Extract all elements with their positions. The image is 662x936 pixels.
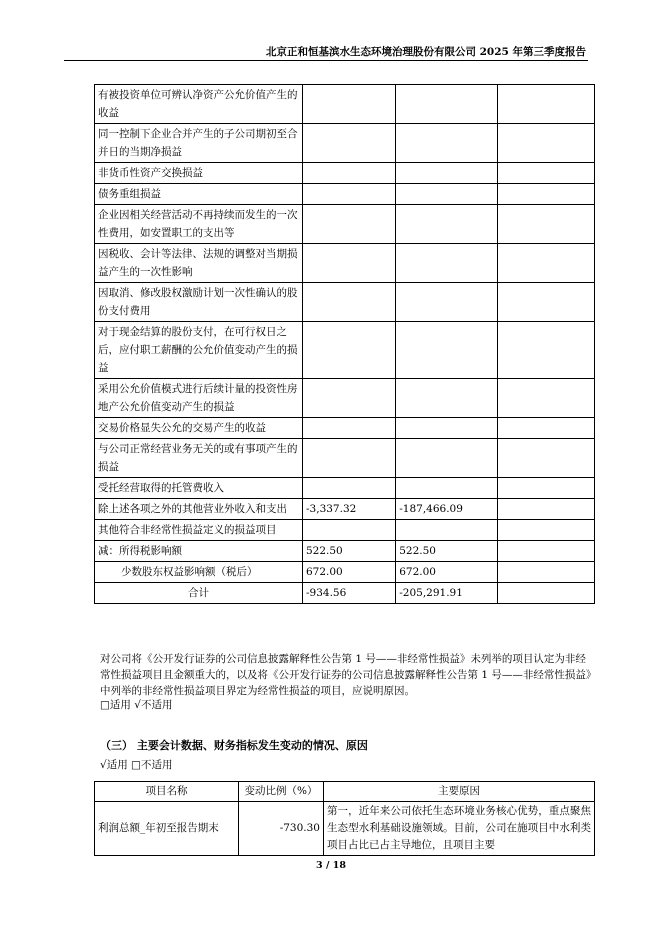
value-cell-1 bbox=[303, 283, 396, 322]
value-cell-1: 672.00 bbox=[303, 562, 396, 583]
value-cell-2 bbox=[396, 205, 498, 244]
table-row bbox=[95, 541, 595, 562]
item-cell: 减：所得税影响额 bbox=[95, 541, 303, 562]
table-row bbox=[95, 499, 595, 520]
header-cell-ratio: 变动比例（%） bbox=[239, 782, 324, 802]
value-cell-3 bbox=[497, 379, 594, 418]
item-cell: 其他符合非经常性损益定义的损益项目 bbox=[95, 520, 303, 541]
value-cell-1 bbox=[303, 184, 396, 205]
value-cell-1 bbox=[303, 244, 396, 283]
table-row bbox=[95, 562, 595, 583]
value-cell-3 bbox=[497, 499, 594, 520]
item-cell: 对于现金结算的股份支付，在可行权日之后，应付职工薪酬的公允价值变动产生的损益 bbox=[95, 322, 303, 379]
page-header: 北京正和恒基滨水生态环境治理股份有限公司 2025 年第三季度报告 bbox=[265, 46, 586, 58]
change-reasons-table bbox=[94, 781, 595, 856]
value-cell-1: -3,337.32 bbox=[303, 499, 396, 520]
table-row bbox=[95, 520, 595, 541]
table-row bbox=[95, 802, 595, 856]
value-cell-3 bbox=[497, 283, 594, 322]
value-cell-2 bbox=[396, 85, 498, 124]
non-recurring-items-table bbox=[94, 84, 595, 604]
value-cell-3 bbox=[497, 124, 594, 163]
table-row bbox=[95, 322, 595, 379]
value-cell-2: 672.00 bbox=[396, 562, 498, 583]
item-name-cell: 利润总额_年初至报告期末 bbox=[95, 802, 239, 856]
value-cell-2 bbox=[396, 418, 498, 439]
value-cell-3 bbox=[497, 418, 594, 439]
value-cell-3 bbox=[497, 85, 594, 124]
value-cell-1 bbox=[303, 205, 396, 244]
value-cell-2 bbox=[396, 184, 498, 205]
ratio-cell: -730.30 bbox=[239, 802, 324, 856]
value-cell-1 bbox=[303, 322, 396, 379]
value-cell-3 bbox=[497, 478, 594, 499]
header-divider bbox=[64, 60, 588, 61]
value-cell-2 bbox=[396, 283, 498, 322]
value-cell-3 bbox=[497, 322, 594, 379]
item-cell: 采用公允价值模式进行后续计量的投资性房地产公允价值变动产生的损益 bbox=[95, 379, 303, 418]
item-cell: 除上述各项之外的其他营业外收入和支出 bbox=[95, 499, 303, 520]
value-cell-1 bbox=[303, 379, 396, 418]
value-cell-3 bbox=[497, 541, 594, 562]
header-cell-reason: 主要原因 bbox=[324, 782, 595, 802]
value-cell-2 bbox=[396, 244, 498, 283]
table-row bbox=[95, 478, 595, 499]
value-cell-1 bbox=[303, 478, 396, 499]
item-cell: 受托经营取得的托管费收入 bbox=[95, 478, 303, 499]
value-cell-3 bbox=[497, 184, 594, 205]
value-cell-2 bbox=[396, 478, 498, 499]
item-cell: 因税收、会计等法律、法规的调整对当期损益产生的一次性影响 bbox=[95, 244, 303, 283]
table-row bbox=[95, 439, 595, 478]
value-cell-2 bbox=[396, 163, 498, 184]
table-row bbox=[95, 379, 595, 418]
table-row bbox=[95, 205, 595, 244]
table-header-row bbox=[95, 782, 595, 802]
table-row bbox=[95, 124, 595, 163]
value-cell-1: -934.56 bbox=[303, 583, 396, 604]
value-cell-1 bbox=[303, 163, 396, 184]
value-cell-2: -187,466.09 bbox=[396, 499, 498, 520]
value-cell-3 bbox=[497, 520, 594, 541]
table-row bbox=[95, 244, 595, 283]
value-cell-3 bbox=[497, 163, 594, 184]
value-cell-1 bbox=[303, 124, 396, 163]
value-cell-2 bbox=[396, 379, 498, 418]
disclosure-note: 对公司将《公开发行证券的公司信息披露解释性公告第 1 号——非经常性损益》未列举的项目认定为非经常性损益项目且金额重大的，以及将《公开发行证券的公司信息披露解释性公告第 1 号——非经常性损益》中列举的非经常性损益项目界定为经常性损益的项目，应说明原因。 bbox=[100, 653, 592, 697]
value-cell-1 bbox=[303, 439, 396, 478]
value-cell-1: 522.50 bbox=[303, 541, 396, 562]
value-cell-3 bbox=[497, 562, 594, 583]
table-row bbox=[95, 184, 595, 205]
table-row bbox=[95, 163, 595, 184]
value-cell-2 bbox=[396, 322, 498, 379]
value-cell-2: 522.50 bbox=[396, 541, 498, 562]
item-cell: 交易价格显失公允的交易产生的收益 bbox=[95, 418, 303, 439]
value-cell-1 bbox=[303, 85, 396, 124]
value-cell-2 bbox=[396, 439, 498, 478]
page-number: 3 / 18 bbox=[316, 860, 346, 871]
item-cell: 非货币性资产交换损益 bbox=[95, 163, 303, 184]
header-cell-name: 项目名称 bbox=[95, 782, 239, 802]
value-cell-3 bbox=[497, 244, 594, 283]
table-row bbox=[95, 283, 595, 322]
value-cell-2 bbox=[396, 124, 498, 163]
applicability-note-2: √适用 □不适用 bbox=[100, 759, 173, 771]
value-cell-1 bbox=[303, 520, 396, 541]
value-cell-3 bbox=[497, 439, 594, 478]
table-row bbox=[95, 583, 595, 604]
value-cell-1 bbox=[303, 418, 396, 439]
table-row bbox=[95, 85, 595, 124]
table-row bbox=[95, 418, 595, 439]
value-cell-2 bbox=[396, 520, 498, 541]
value-cell-2: -205,291.91 bbox=[396, 583, 498, 604]
value-cell-3 bbox=[497, 583, 594, 604]
item-cell: 同一控制下企业合并产生的子公司期初至合并日的当期净损益 bbox=[95, 124, 303, 163]
section-title: （三） 主要会计数据、财务指标发生变动的情况、原因 bbox=[100, 739, 368, 752]
item-cell: 与公司正常经营业务无关的或有事项产生的损益 bbox=[95, 439, 303, 478]
item-cell: 少数股东权益影响额（税后） bbox=[95, 562, 303, 583]
item-cell: 债务重组损益 bbox=[95, 184, 303, 205]
applicability-note-1: □适用 √不适用 bbox=[100, 699, 173, 711]
item-cell: 有被投资单位可辨认净资产公允价值产生的收益 bbox=[95, 85, 303, 124]
reason-cell: 第一，近年来公司依托生态环境业务核心优势，重点聚焦生态型水利基础设施领域。目前，公司在施项目中水利类项目占比已占主导地位，且项目主要 bbox=[324, 802, 595, 856]
item-cell: 合计 bbox=[95, 583, 303, 604]
item-cell: 企业因相关经营活动不再持续而发生的一次性费用，如安置职工的支出等 bbox=[95, 205, 303, 244]
value-cell-3 bbox=[497, 205, 594, 244]
item-cell: 因取消、修改股权激励计划一次性确认的股份支付费用 bbox=[95, 283, 303, 322]
